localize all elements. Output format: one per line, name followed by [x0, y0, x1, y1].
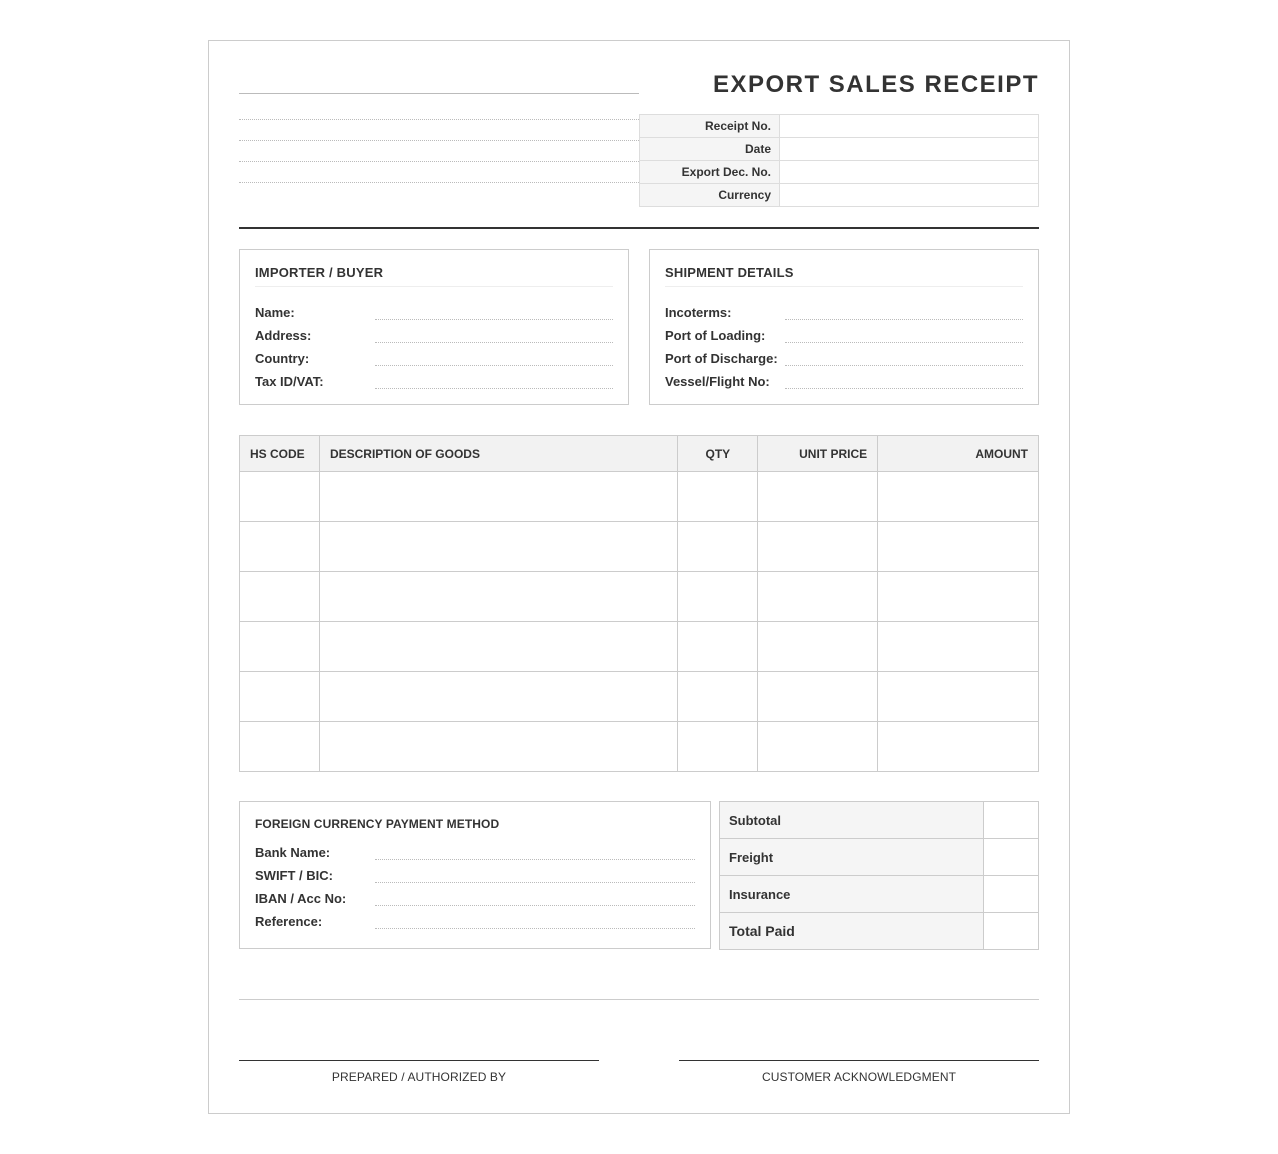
- col-qty: QTY: [678, 436, 758, 472]
- meta-row-currency: [640, 184, 1039, 207]
- col-description: DESCRIPTION OF GOODS: [319, 436, 677, 472]
- goods-row: [240, 472, 1039, 522]
- bank-name-row: [255, 837, 695, 860]
- receipt-page: [208, 40, 1070, 1114]
- company-address-line-3[interactable]: [239, 161, 639, 162]
- amount-cell[interactable]: [878, 622, 1039, 672]
- meta-row-date: [640, 138, 1039, 161]
- company-address-line-1[interactable]: [239, 119, 639, 120]
- col-amount: AMOUNT: [878, 436, 1039, 472]
- totals-table: [719, 801, 1039, 950]
- amount-cell[interactable]: [878, 672, 1039, 722]
- company-info-lines: [239, 93, 639, 94]
- meta-label: Date: [640, 138, 780, 161]
- hs-code-cell[interactable]: [240, 522, 320, 572]
- amount-cell[interactable]: [878, 522, 1039, 572]
- qty-cell[interactable]: [678, 472, 758, 522]
- meta-label: Currency: [640, 184, 780, 207]
- field-label: IBAN / Acc No:: [255, 891, 347, 906]
- meta-row-receipt-no: [640, 115, 1039, 138]
- receipt-meta-table: [639, 114, 1039, 207]
- unit-price-cell[interactable]: [758, 472, 878, 522]
- field-label: Port of Discharge:: [665, 351, 778, 366]
- description-cell[interactable]: [319, 472, 677, 522]
- port-discharge-row: [665, 343, 1023, 366]
- meta-label: Receipt No.: [640, 115, 780, 138]
- swift-row: [255, 860, 695, 883]
- importer-address-row: [255, 320, 613, 343]
- payment-method-box: [239, 801, 711, 949]
- amount-cell[interactable]: [878, 472, 1039, 522]
- goods-row: [240, 572, 1039, 622]
- unit-price-cell[interactable]: [758, 572, 878, 622]
- header-divider: [239, 227, 1039, 229]
- qty-cell[interactable]: [678, 672, 758, 722]
- date-field[interactable]: [780, 138, 1039, 161]
- bank-name-field[interactable]: [375, 846, 695, 860]
- insurance-field[interactable]: [984, 876, 1039, 913]
- footer-divider: [239, 999, 1039, 1000]
- importer-heading: IMPORTER / BUYER: [255, 265, 613, 287]
- totals-label: Total Paid: [720, 913, 984, 950]
- unit-price-cell[interactable]: [758, 672, 878, 722]
- insurance-row: [720, 876, 1039, 913]
- field-label: Incoterms:: [665, 305, 732, 320]
- description-cell[interactable]: [319, 522, 677, 572]
- totals-label: Insurance: [720, 876, 984, 913]
- goods-table: [239, 435, 1039, 772]
- importer-address-field[interactable]: [375, 329, 613, 343]
- field-label: Port of Loading:: [665, 328, 766, 343]
- hs-code-cell[interactable]: [240, 622, 320, 672]
- importer-box: [239, 249, 629, 405]
- payment-heading: FOREIGN CURRENCY PAYMENT METHOD: [255, 817, 500, 831]
- hs-code-cell[interactable]: [240, 722, 320, 772]
- importer-name-row: [255, 297, 613, 320]
- goods-row: [240, 722, 1039, 772]
- company-address-line-4[interactable]: [239, 182, 639, 183]
- importer-tax-field[interactable]: [375, 375, 613, 389]
- description-cell[interactable]: [319, 722, 677, 772]
- goods-row: [240, 522, 1039, 572]
- iban-field[interactable]: [375, 892, 695, 906]
- qty-cell[interactable]: [678, 622, 758, 672]
- meta-label: Export Dec. No.: [640, 161, 780, 184]
- col-unit-price: UNIT PRICE: [758, 436, 878, 472]
- freight-row: [720, 839, 1039, 876]
- prepared-signature-block: [239, 1060, 599, 1084]
- field-label: Bank Name:: [255, 845, 331, 860]
- prepared-caption: PREPARED / AUTHORIZED BY: [331, 1070, 507, 1084]
- qty-cell[interactable]: [678, 572, 758, 622]
- customer-caption: CUSTOMER ACKNOWLEDGMENT: [761, 1070, 957, 1084]
- description-cell[interactable]: [319, 672, 677, 722]
- field-label: Address:: [255, 328, 312, 343]
- incoterms-row: [665, 297, 1023, 320]
- importer-tax-row: [255, 366, 613, 389]
- qty-cell[interactable]: [678, 522, 758, 572]
- importer-name-field[interactable]: [375, 306, 613, 320]
- meta-row-export-dec: [640, 161, 1039, 184]
- customer-signature-line[interactable]: [679, 1060, 1039, 1061]
- importer-country-row: [255, 343, 613, 366]
- port-loading-row: [665, 320, 1023, 343]
- reference-row: [255, 906, 695, 929]
- qty-cell[interactable]: [678, 722, 758, 772]
- unit-price-cell[interactable]: [758, 622, 878, 672]
- goods-row: [240, 622, 1039, 672]
- reference-field[interactable]: [375, 915, 695, 929]
- vessel-flight-row: [665, 366, 1023, 389]
- unit-price-cell[interactable]: [758, 722, 878, 772]
- importer-country-field[interactable]: [375, 352, 613, 366]
- company-name-line[interactable]: [239, 93, 639, 94]
- vessel-flight-field[interactable]: [785, 375, 1023, 389]
- port-loading-field[interactable]: [785, 329, 1023, 343]
- unit-price-cell[interactable]: [758, 522, 878, 572]
- description-cell[interactable]: [319, 572, 677, 622]
- field-label: Tax ID/VAT:: [255, 374, 324, 389]
- amount-cell[interactable]: [878, 722, 1039, 772]
- shipment-box: [649, 249, 1039, 405]
- document-title: EXPORT SALES RECEIPT: [712, 71, 1039, 98]
- total-paid-row: [720, 913, 1039, 950]
- customer-signature-block: [679, 1060, 1039, 1084]
- total-paid-field[interactable]: [984, 913, 1039, 950]
- export-dec-no-field[interactable]: [780, 161, 1039, 184]
- totals-label: Subtotal: [720, 802, 984, 839]
- currency-field[interactable]: [780, 184, 1039, 207]
- subtotal-field[interactable]: [984, 802, 1039, 839]
- freight-field[interactable]: [984, 839, 1039, 876]
- field-label: Country:: [255, 351, 310, 366]
- prepared-signature-line[interactable]: [239, 1060, 599, 1061]
- amount-cell[interactable]: [878, 572, 1039, 622]
- hs-code-cell[interactable]: [240, 572, 320, 622]
- incoterms-field[interactable]: [785, 306, 1023, 320]
- field-label: Vessel/Flight No:: [665, 374, 770, 389]
- description-cell[interactable]: [319, 622, 677, 672]
- company-address-line-2[interactable]: [239, 140, 639, 141]
- hs-code-cell[interactable]: [240, 472, 320, 522]
- col-hs-code: HS CODE: [240, 436, 320, 472]
- totals-label: Freight: [720, 839, 984, 876]
- goods-row: [240, 672, 1039, 722]
- subtotal-row: [720, 802, 1039, 839]
- port-discharge-field[interactable]: [785, 352, 1023, 366]
- goods-header-row: [240, 436, 1039, 472]
- field-label: SWIFT / BIC:: [255, 868, 333, 883]
- field-label: Name:: [255, 305, 295, 320]
- hs-code-cell[interactable]: [240, 672, 320, 722]
- swift-field[interactable]: [375, 869, 695, 883]
- iban-row: [255, 883, 695, 906]
- receipt-no-field[interactable]: [780, 115, 1039, 138]
- shipment-heading: SHIPMENT DETAILS: [665, 265, 1023, 287]
- field-label: Reference:: [255, 914, 323, 929]
